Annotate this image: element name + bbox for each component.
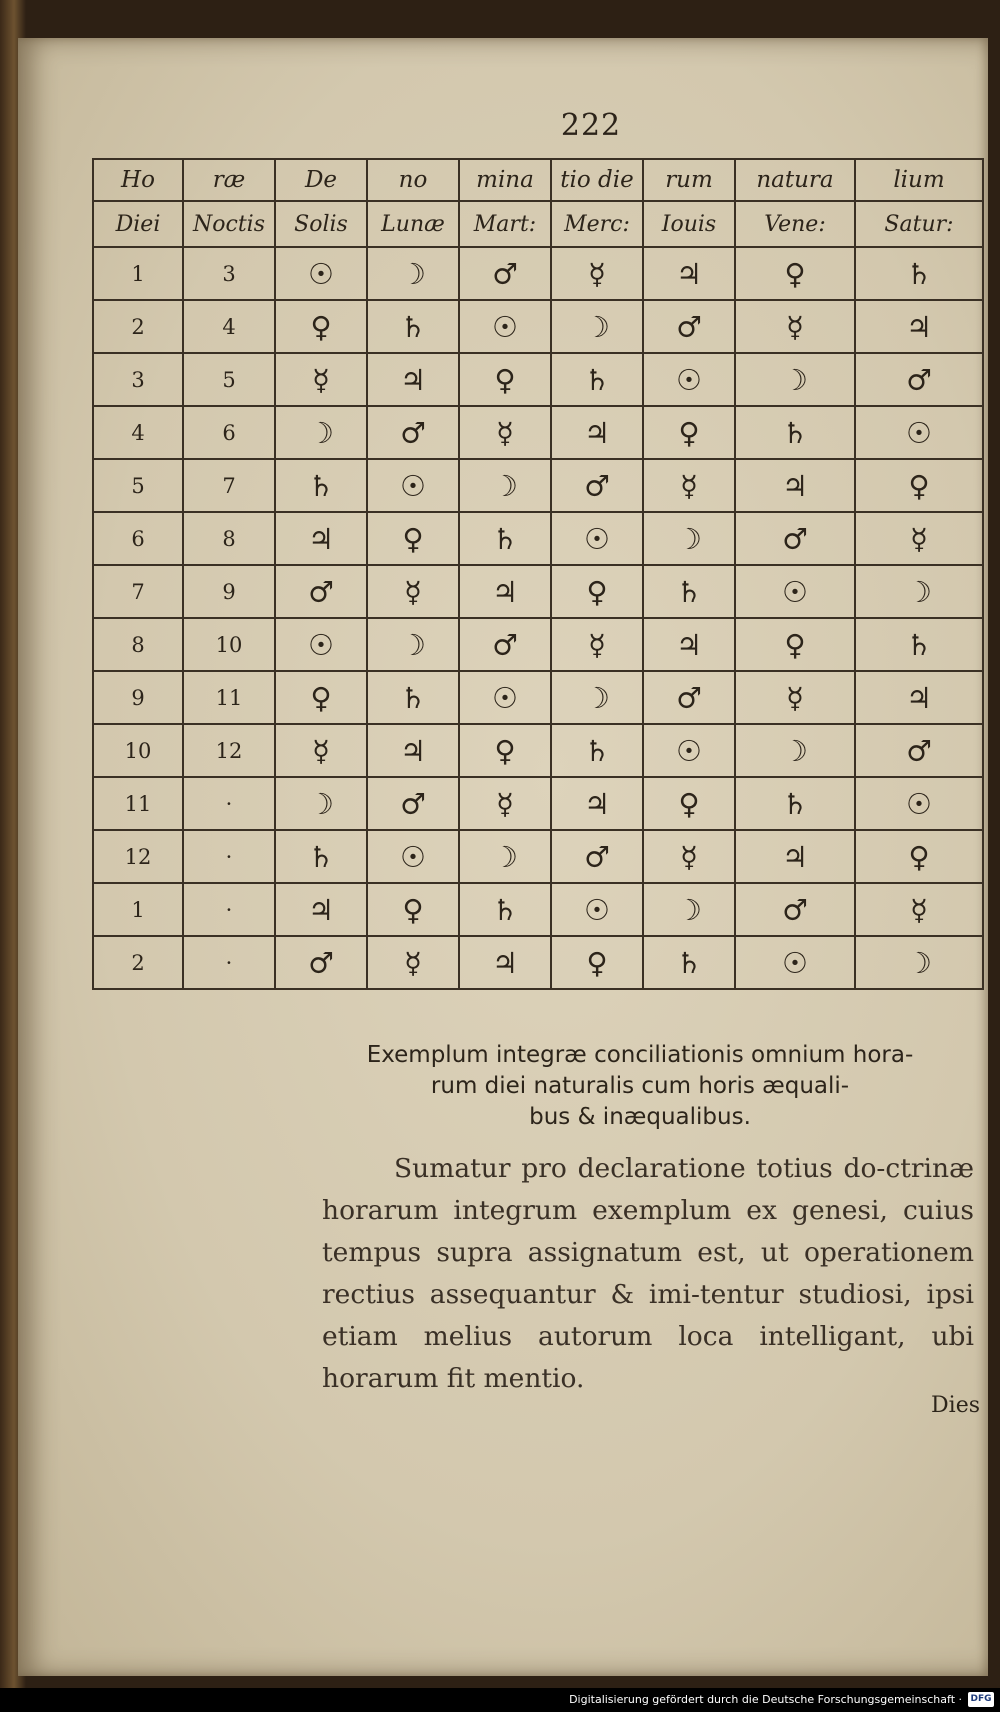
day-hour-cell: 1 xyxy=(93,883,183,936)
planet-symbol-cell: ☿ xyxy=(551,618,643,671)
planet-symbol-cell: ♂ xyxy=(551,459,643,512)
header-cell: no xyxy=(367,159,459,201)
night-hour-cell: 7 xyxy=(183,459,275,512)
planet-symbol-cell: ♂ xyxy=(735,883,855,936)
planet-symbol-cell: ♄ xyxy=(459,883,551,936)
planet-symbol-cell: ☽ xyxy=(459,830,551,883)
planet-symbol-cell: ♃ xyxy=(551,406,643,459)
table-row xyxy=(93,565,983,618)
planet-symbol-cell: ☿ xyxy=(551,247,643,300)
day-hour-cell: 1 xyxy=(93,247,183,300)
hours-table xyxy=(92,158,984,990)
planet-symbol-cell: ♄ xyxy=(275,830,367,883)
night-hour-cell: 6 xyxy=(183,406,275,459)
day-hour-cell: 11 xyxy=(93,777,183,830)
planet-symbol-cell: ☽ xyxy=(735,353,855,406)
table-caption xyxy=(300,1040,980,1133)
table-row xyxy=(93,459,983,512)
planet-symbol-cell: ☽ xyxy=(855,936,983,989)
planet-symbol-cell: ♂ xyxy=(459,247,551,300)
planet-symbol-cell: ♀ xyxy=(643,406,735,459)
planet-symbol-cell: ♀ xyxy=(855,459,983,512)
day-hour-cell: 2 xyxy=(93,936,183,989)
planet-symbol-cell: ♂ xyxy=(459,618,551,671)
planet-symbol-cell: ♃ xyxy=(551,777,643,830)
day-hour-cell: 3 xyxy=(93,353,183,406)
planet-symbol-cell: ☽ xyxy=(855,565,983,618)
caption-line: bus & inæqualibus. xyxy=(529,1104,751,1130)
night-hour-cell: 10 xyxy=(183,618,275,671)
planet-symbol-cell: ☿ xyxy=(275,724,367,777)
planet-symbol-cell: ☽ xyxy=(643,883,735,936)
planet-symbol-cell: ♂ xyxy=(643,671,735,724)
planet-symbol-cell: ☉ xyxy=(735,936,855,989)
planet-symbol-cell: ♂ xyxy=(643,300,735,353)
planet-symbol-cell: ♀ xyxy=(551,565,643,618)
header-cell-diei: Diei xyxy=(93,201,183,247)
planet-symbol-cell: ♀ xyxy=(459,353,551,406)
planet-symbol-cell: ☿ xyxy=(367,936,459,989)
planet-symbol-cell: ☽ xyxy=(551,300,643,353)
planet-symbol-cell: ♃ xyxy=(367,724,459,777)
planet-symbol-cell: ☉ xyxy=(275,618,367,671)
planet-symbol-cell: ♄ xyxy=(459,512,551,565)
day-hour-cell: 4 xyxy=(93,406,183,459)
planet-symbol-cell: ♄ xyxy=(367,671,459,724)
planetary-hours-table xyxy=(92,158,982,1028)
planet-symbol-cell: ♃ xyxy=(855,671,983,724)
day-hour-cell: 12 xyxy=(93,830,183,883)
planet-symbol-cell: ♂ xyxy=(367,777,459,830)
planet-symbol-cell: ♂ xyxy=(855,353,983,406)
planet-symbol-cell: ♃ xyxy=(459,936,551,989)
planet-symbol-cell: ♃ xyxy=(855,300,983,353)
planet-symbol-cell: ☽ xyxy=(735,724,855,777)
planet-symbol-cell: ☉ xyxy=(459,300,551,353)
caption-line: Exemplum integræ conciliationis omnium hora- xyxy=(366,1042,914,1068)
table-row xyxy=(93,936,983,989)
header-cell: De xyxy=(275,159,367,201)
planet-symbol-cell: ☉ xyxy=(643,353,735,406)
header-cell-iouis: Iouis xyxy=(643,201,735,247)
planet-symbol-cell: ☉ xyxy=(735,565,855,618)
header-cell-lunae: Lunæ xyxy=(367,201,459,247)
planet-symbol-cell: ♄ xyxy=(855,247,983,300)
planet-symbol-cell: ♀ xyxy=(367,512,459,565)
planet-symbol-cell: ♀ xyxy=(367,883,459,936)
header-cell-solis: Solis xyxy=(275,201,367,247)
planet-symbol-cell: ♀ xyxy=(551,936,643,989)
planet-symbol-cell: ☉ xyxy=(275,247,367,300)
night-hour-cell: · xyxy=(183,830,275,883)
planet-symbol-cell: ☉ xyxy=(643,724,735,777)
planet-symbol-cell: ♀ xyxy=(643,777,735,830)
table-row xyxy=(93,830,983,883)
planet-symbol-cell: ☿ xyxy=(643,459,735,512)
planet-symbol-cell: ♄ xyxy=(643,936,735,989)
header-row-bottom xyxy=(93,201,983,247)
table-row xyxy=(93,512,983,565)
header-cell: mina xyxy=(459,159,551,201)
planet-symbol-cell: ♂ xyxy=(275,565,367,618)
table-row xyxy=(93,777,983,830)
planet-symbol-cell: ☉ xyxy=(367,830,459,883)
planet-symbol-cell: ☉ xyxy=(855,406,983,459)
header-row-top xyxy=(93,159,983,201)
planet-symbol-cell: ♃ xyxy=(643,618,735,671)
planet-symbol-cell: ☿ xyxy=(459,777,551,830)
planet-symbol-cell: ♀ xyxy=(735,247,855,300)
planet-symbol-cell: ♃ xyxy=(275,883,367,936)
table-row xyxy=(93,406,983,459)
planet-symbol-cell: ☿ xyxy=(459,406,551,459)
catchword: Dies xyxy=(931,1393,980,1418)
planet-symbol-cell: ☽ xyxy=(367,618,459,671)
night-hour-cell: 12 xyxy=(183,724,275,777)
header-cell-martis: Mart: xyxy=(459,201,551,247)
planet-symbol-cell: ☉ xyxy=(459,671,551,724)
planet-symbol-cell: ♀ xyxy=(275,671,367,724)
night-hour-cell: · xyxy=(183,936,275,989)
planet-symbol-cell: ☽ xyxy=(275,406,367,459)
planet-symbol-cell: ☉ xyxy=(855,777,983,830)
planet-symbol-cell: ♀ xyxy=(735,618,855,671)
planet-symbol-cell: ♃ xyxy=(643,247,735,300)
planet-symbol-cell: ♄ xyxy=(551,353,643,406)
planet-symbol-cell: ☿ xyxy=(855,512,983,565)
planet-symbol-cell: ♄ xyxy=(735,777,855,830)
planet-symbol-cell: ☉ xyxy=(367,459,459,512)
caption-line: rum diei naturalis cum horis æquali- xyxy=(430,1073,850,1099)
planet-symbol-cell: ♂ xyxy=(735,512,855,565)
planet-symbol-cell: ♀ xyxy=(275,300,367,353)
night-hour-cell: · xyxy=(183,883,275,936)
planet-symbol-cell: ☉ xyxy=(551,512,643,565)
header-cell: rum xyxy=(643,159,735,201)
header-cell: Ho xyxy=(93,159,183,201)
table-row xyxy=(93,300,983,353)
planet-symbol-cell: ♃ xyxy=(735,830,855,883)
planet-symbol-cell: ☽ xyxy=(275,777,367,830)
planet-symbol-cell: ☉ xyxy=(551,883,643,936)
planet-symbol-cell: ☿ xyxy=(275,353,367,406)
table-row xyxy=(93,247,983,300)
planet-symbol-cell: ♀ xyxy=(855,830,983,883)
digitization-footer: Digitalisierung gefördert durch die Deutsche Forschungsgemeinschaft · xyxy=(0,1688,1000,1712)
table-row xyxy=(93,724,983,777)
night-hour-cell: 11 xyxy=(183,671,275,724)
planet-symbol-cell: ♃ xyxy=(459,565,551,618)
day-hour-cell: 6 xyxy=(93,512,183,565)
planet-symbol-cell: ♃ xyxy=(367,353,459,406)
planet-symbol-cell: ♀ xyxy=(459,724,551,777)
planet-symbol-cell: ☿ xyxy=(643,830,735,883)
planet-symbol-cell: ♄ xyxy=(643,565,735,618)
night-hour-cell: 4 xyxy=(183,300,275,353)
header-cell-mercurii: Merc: xyxy=(551,201,643,247)
planet-symbol-cell: ☿ xyxy=(367,565,459,618)
planet-symbol-cell: ♄ xyxy=(735,406,855,459)
night-hour-cell: 8 xyxy=(183,512,275,565)
dfg-logo-icon: DFG xyxy=(968,1692,994,1707)
planet-symbol-cell: ☿ xyxy=(855,883,983,936)
planet-symbol-cell: ♄ xyxy=(275,459,367,512)
night-hour-cell: · xyxy=(183,777,275,830)
day-hour-cell: 5 xyxy=(93,459,183,512)
day-hour-cell: 9 xyxy=(93,671,183,724)
planet-symbol-cell: ♄ xyxy=(367,300,459,353)
night-hour-cell: 9 xyxy=(183,565,275,618)
body-paragraph: Sumatur pro declaratione totius do-ctrinæ horarum integrum exemplum ex genesi, cuius tempus supra assignatum est, ut operationem rectius assequantur & imi-tentur studiosi, ipsi etiam melius autorum loca intelligant, ubi horarum fit mentio. xyxy=(322,1153,974,1394)
header-cell: ræ xyxy=(183,159,275,201)
planet-symbol-cell: ☽ xyxy=(643,512,735,565)
planet-symbol-cell: ♄ xyxy=(551,724,643,777)
planet-symbol-cell: ♂ xyxy=(367,406,459,459)
header-cell-noctis: Noctis xyxy=(183,201,275,247)
day-hour-cell: 7 xyxy=(93,565,183,618)
planet-symbol-cell: ♃ xyxy=(275,512,367,565)
day-hour-cell: 10 xyxy=(93,724,183,777)
table-row xyxy=(93,671,983,724)
planet-symbol-cell: ♂ xyxy=(551,830,643,883)
planet-symbol-cell: ☽ xyxy=(459,459,551,512)
night-hour-cell: 3 xyxy=(183,247,275,300)
table-row xyxy=(93,883,983,936)
header-cell-saturni: Satur: xyxy=(855,201,983,247)
planet-symbol-cell: ☽ xyxy=(367,247,459,300)
header-cell: tio die xyxy=(551,159,643,201)
planet-symbol-cell: ♄ xyxy=(855,618,983,671)
planet-symbol-cell: ♃ xyxy=(735,459,855,512)
planet-symbol-cell: ♂ xyxy=(275,936,367,989)
header-cell: natura xyxy=(735,159,855,201)
planet-symbol-cell: ☿ xyxy=(735,671,855,724)
day-hour-cell: 2 xyxy=(93,300,183,353)
day-hour-cell: 8 xyxy=(93,618,183,671)
page-number: 222 xyxy=(560,108,622,143)
table-row xyxy=(93,618,983,671)
header-cell: lium xyxy=(855,159,983,201)
planet-symbol-cell: ☿ xyxy=(735,300,855,353)
table-row xyxy=(93,353,983,406)
table-body xyxy=(93,159,983,989)
header-cell-veneris: Vene: xyxy=(735,201,855,247)
planet-symbol-cell: ♂ xyxy=(855,724,983,777)
planet-symbol-cell: ☽ xyxy=(551,671,643,724)
night-hour-cell: 5 xyxy=(183,353,275,406)
